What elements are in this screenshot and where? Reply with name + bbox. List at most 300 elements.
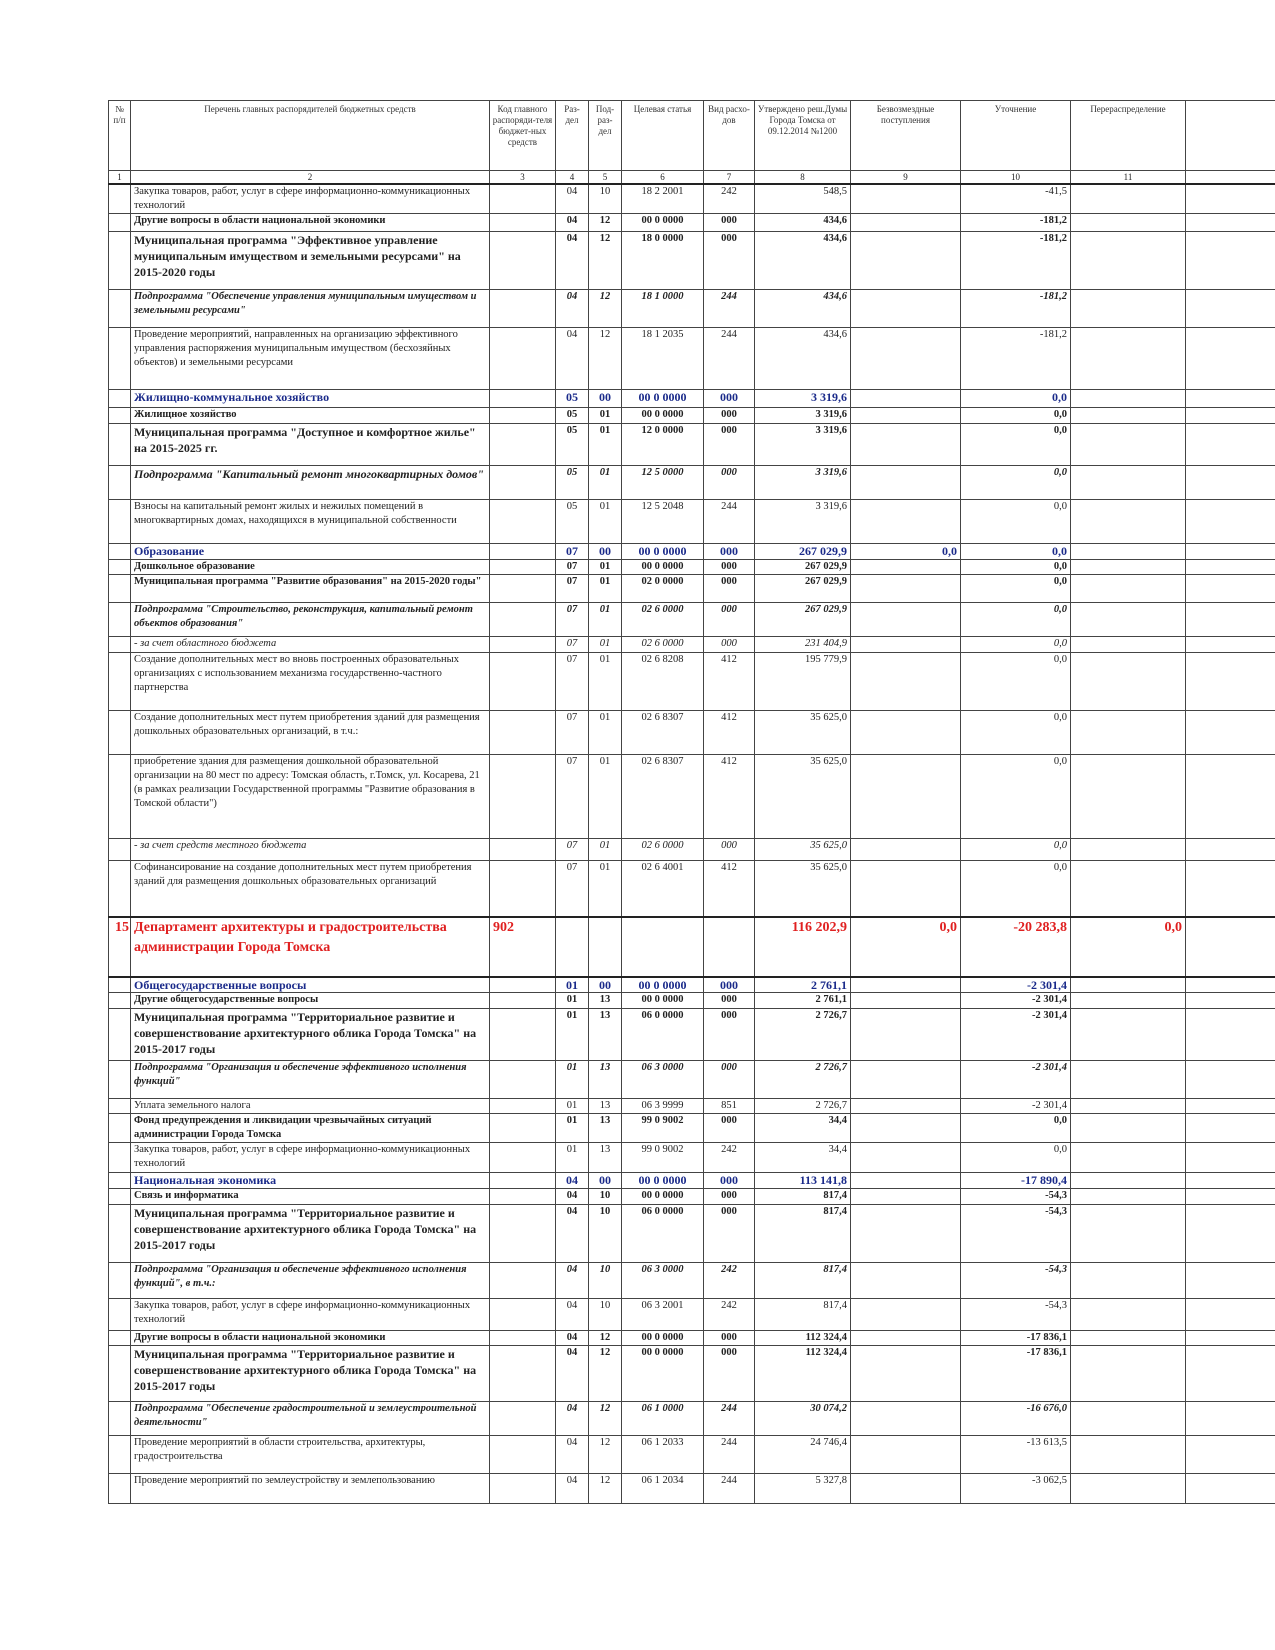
row-approved: 817,4	[755, 1263, 851, 1299]
row-section: 07	[556, 839, 589, 861]
row-expense-type: 000	[704, 1114, 755, 1143]
row-extra	[1186, 560, 1275, 575]
col-header-code: Код главного распоряди-теля бюджет-ных средств	[490, 101, 556, 171]
row-clarification: 0,0	[961, 544, 1071, 560]
row-redistribution	[1071, 1143, 1186, 1173]
row-number	[109, 1402, 131, 1436]
row-subsection: 10	[589, 1189, 622, 1205]
row-extra	[1186, 1205, 1275, 1263]
row-expense-type: 244	[704, 1436, 755, 1474]
row-target: 00 0 0000	[622, 560, 704, 575]
row-extra	[1186, 1474, 1275, 1504]
row-redistribution	[1071, 390, 1186, 408]
row-clarification: -181,2	[961, 214, 1071, 232]
row-approved: 2 726,7	[755, 1099, 851, 1114]
row-name: Закупка товаров, работ, услуг в сфере информационно-коммуникационных технологий	[131, 1299, 490, 1331]
row-section: 05	[556, 424, 589, 466]
row-target: 00 0 0000	[622, 390, 704, 408]
col-header-clarification: Уточнение	[961, 101, 1071, 171]
row-name: Общегосударственные вопросы	[131, 977, 490, 993]
row-expense-type: 244	[704, 1402, 755, 1436]
row-number	[109, 653, 131, 711]
row-number	[109, 1474, 131, 1504]
department-code: 902	[490, 917, 556, 977]
row-code	[490, 575, 556, 603]
row-approved: 5 327,8	[755, 1474, 851, 1504]
row-expense-type: 000	[704, 637, 755, 653]
row-section: 05	[556, 390, 589, 408]
row-grants	[851, 575, 961, 603]
row-extra	[1186, 977, 1275, 993]
row-redistribution	[1071, 1189, 1186, 1205]
row-subsection: 01	[589, 711, 622, 755]
row-subsection: 12	[589, 1346, 622, 1402]
row-approved: 231 404,9	[755, 637, 851, 653]
row-approved: 2 726,7	[755, 1009, 851, 1061]
row-section: 07	[556, 637, 589, 653]
table-row	[109, 466, 1275, 500]
row-code	[490, 653, 556, 711]
row-expense-type: 244	[704, 500, 755, 544]
col-number: 9	[851, 171, 961, 185]
col-number: 11	[1071, 171, 1186, 185]
row-subsection: 12	[589, 1474, 622, 1504]
table-row	[109, 1402, 1275, 1436]
row-code	[490, 1099, 556, 1114]
row-grants	[851, 560, 961, 575]
row-clarification: -181,2	[961, 232, 1071, 290]
department-redistribution: 0,0	[1071, 917, 1186, 977]
row-approved: 267 029,9	[755, 560, 851, 575]
row-clarification: -2 301,4	[961, 1009, 1071, 1061]
row-name: - за счет областного бюджета	[131, 637, 490, 653]
row-section: 04	[556, 1474, 589, 1504]
row-subsection: 01	[589, 560, 622, 575]
table-body-architecture	[109, 977, 1275, 1504]
table-row	[109, 214, 1275, 232]
department-name: Департамент архитектуры и градостроительства администрации Города Томска	[131, 917, 490, 977]
row-code	[490, 424, 556, 466]
row-code	[490, 1436, 556, 1474]
row-expense-type: 244	[704, 290, 755, 328]
row-redistribution	[1071, 184, 1186, 214]
row-approved: 817,4	[755, 1299, 851, 1331]
row-approved: 113 141,8	[755, 1173, 851, 1189]
row-name: Национальная экономика	[131, 1173, 490, 1189]
department-grants: 0,0	[851, 917, 961, 977]
row-clarification: -17 836,1	[961, 1331, 1071, 1346]
row-extra	[1186, 603, 1275, 637]
row-approved: 3 319,6	[755, 408, 851, 424]
row-code	[490, 184, 556, 214]
table-row	[109, 1346, 1275, 1402]
row-subsection: 12	[589, 290, 622, 328]
row-approved: 817,4	[755, 1189, 851, 1205]
table-row	[109, 861, 1275, 917]
row-redistribution	[1071, 1402, 1186, 1436]
row-subsection: 10	[589, 1263, 622, 1299]
row-section: 04	[556, 1346, 589, 1402]
row-redistribution	[1071, 1061, 1186, 1099]
row-target: 00 0 0000	[622, 977, 704, 993]
row-subsection: 01	[589, 466, 622, 500]
table-row	[109, 1173, 1275, 1189]
table-row	[109, 977, 1275, 993]
row-name: Подпрограмма "Организация и обеспечение эффективного исполнения функций", в т.ч.:	[131, 1263, 490, 1299]
table-row	[109, 755, 1275, 839]
row-grants	[851, 1205, 961, 1263]
table-row	[109, 839, 1275, 861]
row-clarification: -3 062,5	[961, 1474, 1071, 1504]
row-redistribution	[1071, 466, 1186, 500]
table-row	[109, 1099, 1275, 1114]
row-approved: 434,6	[755, 214, 851, 232]
row-name: Другие вопросы в области национальной экономики	[131, 214, 490, 232]
row-subsection: 12	[589, 328, 622, 390]
table-row	[109, 1331, 1275, 1346]
row-expense-type: 000	[704, 1346, 755, 1402]
row-extra	[1186, 1061, 1275, 1099]
row-grants	[851, 1009, 961, 1061]
row-clarification: -16 676,0	[961, 1402, 1071, 1436]
row-expense-type: 000	[704, 575, 755, 603]
row-section: 04	[556, 1263, 589, 1299]
row-number	[109, 1061, 131, 1099]
row-expense-type: 000	[704, 1205, 755, 1263]
row-name: Проведение мероприятий по землеустройству и землепользованию	[131, 1474, 490, 1504]
row-name: Проведение мероприятий, направленных на организацию эффективного управления распоряжения муниципальным имуществом (бесхозяйных объектов) и земельными ресурсами	[131, 328, 490, 390]
row-grants	[851, 232, 961, 290]
row-redistribution	[1071, 500, 1186, 544]
row-clarification: 0,0	[961, 408, 1071, 424]
row-clarification: -2 301,4	[961, 1061, 1071, 1099]
row-name: Взносы на капитальный ремонт жилых и нежилых помещений в многоквартирных домах, находящихся в муниципальной собственности	[131, 500, 490, 544]
row-number	[109, 500, 131, 544]
row-approved: 3 319,6	[755, 390, 851, 408]
row-grants	[851, 184, 961, 214]
row-target: 18 1 2035	[622, 328, 704, 390]
row-subsection: 12	[589, 1402, 622, 1436]
row-subsection: 01	[589, 861, 622, 917]
row-grants	[851, 1436, 961, 1474]
row-section: 07	[556, 544, 589, 560]
row-code	[490, 637, 556, 653]
row-section: 01	[556, 1114, 589, 1143]
row-number	[109, 560, 131, 575]
row-subsection: 01	[589, 408, 622, 424]
row-code	[490, 500, 556, 544]
row-clarification: -54,3	[961, 1189, 1071, 1205]
row-redistribution	[1071, 1474, 1186, 1504]
row-target: 12 0 0000	[622, 424, 704, 466]
row-name: Связь и информатика	[131, 1189, 490, 1205]
row-number	[109, 1114, 131, 1143]
row-redistribution	[1071, 711, 1186, 755]
row-number	[109, 1205, 131, 1263]
table-row	[109, 390, 1275, 408]
row-clarification: -2 301,4	[961, 993, 1071, 1009]
budget-table-page	[108, 100, 1275, 1504]
row-subsection: 12	[589, 232, 622, 290]
row-section: 04	[556, 214, 589, 232]
department-block	[109, 917, 1275, 977]
row-extra	[1186, 424, 1275, 466]
row-redistribution	[1071, 290, 1186, 328]
row-subsection: 10	[589, 184, 622, 214]
row-code	[490, 1205, 556, 1263]
row-approved: 267 029,9	[755, 603, 851, 637]
table-row	[109, 1114, 1275, 1143]
row-code	[490, 214, 556, 232]
row-approved: 195 779,9	[755, 653, 851, 711]
row-extra	[1186, 1263, 1275, 1299]
row-extra	[1186, 1173, 1275, 1189]
row-grants	[851, 1189, 961, 1205]
row-clarification: -54,3	[961, 1263, 1071, 1299]
row-number	[109, 408, 131, 424]
row-code	[490, 408, 556, 424]
row-section: 04	[556, 232, 589, 290]
row-code	[490, 1402, 556, 1436]
row-section: 04	[556, 1173, 589, 1189]
row-clarification: 0,0	[961, 560, 1071, 575]
row-approved: 267 029,9	[755, 575, 851, 603]
department-clarification: -20 283,8	[961, 917, 1071, 977]
row-target: 00 0 0000	[622, 408, 704, 424]
col-number: 3	[490, 171, 556, 185]
row-section: 01	[556, 1143, 589, 1173]
row-target: 06 1 2033	[622, 1436, 704, 1474]
table-row	[109, 575, 1275, 603]
row-number	[109, 232, 131, 290]
table-body-housing-education	[109, 184, 1275, 917]
row-approved: 112 324,4	[755, 1346, 851, 1402]
row-clarification: 0,0	[961, 711, 1071, 755]
row-section: 07	[556, 653, 589, 711]
table-row	[109, 408, 1275, 424]
row-section: 01	[556, 993, 589, 1009]
row-name: Закупка товаров, работ, услуг в сфере информационно-коммуникационных технологий	[131, 184, 490, 214]
row-redistribution	[1071, 544, 1186, 560]
table-row	[109, 1263, 1275, 1299]
row-clarification: -2 301,4	[961, 1099, 1071, 1114]
table-row	[109, 637, 1275, 653]
row-target: 06 3 0000	[622, 1061, 704, 1099]
row-code	[490, 603, 556, 637]
row-expense-type: 000	[704, 560, 755, 575]
row-target: 02 6 8208	[622, 653, 704, 711]
row-name: Софинансирование на создание дополнительных мест путем приобретения зданий для размещения дошкольных образовательных организаций	[131, 861, 490, 917]
col-number	[1186, 171, 1275, 185]
table-row	[109, 653, 1275, 711]
row-approved: 434,6	[755, 290, 851, 328]
row-approved: 434,6	[755, 232, 851, 290]
row-target: 06 3 2001	[622, 1299, 704, 1331]
row-target: 12 5 0000	[622, 466, 704, 500]
row-grants	[851, 1143, 961, 1173]
row-extra	[1186, 1114, 1275, 1143]
row-clarification: 0,0	[961, 500, 1071, 544]
row-number	[109, 1099, 131, 1114]
row-subsection: 01	[589, 424, 622, 466]
row-expense-type: 000	[704, 977, 755, 993]
row-number	[109, 755, 131, 839]
row-approved: 34,4	[755, 1143, 851, 1173]
row-target: 02 6 0000	[622, 839, 704, 861]
row-grants	[851, 466, 961, 500]
row-clarification: 0,0	[961, 603, 1071, 637]
row-name: Подпрограмма "Обеспечение управления муниципальным имуществом и земельными ресурсами"	[131, 290, 490, 328]
row-expense-type: 000	[704, 1173, 755, 1189]
row-grants	[851, 1346, 961, 1402]
budget-table	[108, 100, 1275, 1504]
row-expense-type: 000	[704, 603, 755, 637]
row-grants: 0,0	[851, 544, 961, 560]
row-code	[490, 290, 556, 328]
row-expense-type: 000	[704, 424, 755, 466]
col-header-name: Перечень главных распорядителей бюджетных средств	[131, 101, 490, 171]
row-expense-type: 242	[704, 1263, 755, 1299]
table-row	[109, 232, 1275, 290]
table-row	[109, 1061, 1275, 1099]
row-expense-type: 000	[704, 408, 755, 424]
row-code	[490, 544, 556, 560]
row-extra	[1186, 575, 1275, 603]
row-section: 07	[556, 560, 589, 575]
col-header-approved: Утверждено реш.Думы Города Томска от 09.12.2014 №1200	[755, 101, 851, 171]
row-code	[490, 861, 556, 917]
row-extra	[1186, 214, 1275, 232]
row-subsection: 13	[589, 993, 622, 1009]
row-grants	[851, 424, 961, 466]
row-number	[109, 544, 131, 560]
row-subsection: 01	[589, 755, 622, 839]
row-number	[109, 466, 131, 500]
row-grants	[851, 637, 961, 653]
row-name: Жилищно-коммунальное хозяйство	[131, 390, 490, 408]
row-extra	[1186, 1402, 1275, 1436]
row-extra	[1186, 184, 1275, 214]
row-extra	[1186, 1189, 1275, 1205]
col-number: 10	[961, 171, 1071, 185]
row-extra	[1186, 993, 1275, 1009]
row-redistribution	[1071, 1205, 1186, 1263]
table-row	[109, 184, 1275, 214]
table-row	[109, 290, 1275, 328]
row-clarification: -54,3	[961, 1205, 1071, 1263]
row-expense-type: 000	[704, 1009, 755, 1061]
row-clarification: -17 890,4	[961, 1173, 1071, 1189]
row-expense-type: 000	[704, 214, 755, 232]
row-extra	[1186, 1143, 1275, 1173]
row-target: 00 0 0000	[622, 544, 704, 560]
row-approved: 30 074,2	[755, 1402, 851, 1436]
row-target: 99 0 9002	[622, 1143, 704, 1173]
row-number	[109, 1263, 131, 1299]
row-redistribution	[1071, 1114, 1186, 1143]
row-extra	[1186, 637, 1275, 653]
department-approved: 116 202,9	[755, 917, 851, 977]
row-section: 04	[556, 1205, 589, 1263]
row-name: Закупка товаров, работ, услуг в сфере информационно-коммуникационных технологий	[131, 1143, 490, 1173]
row-grants	[851, 993, 961, 1009]
row-redistribution	[1071, 977, 1186, 993]
row-subsection: 12	[589, 1331, 622, 1346]
row-code	[490, 1263, 556, 1299]
row-code	[490, 1474, 556, 1504]
row-grants	[851, 977, 961, 993]
row-grants	[851, 653, 961, 711]
row-clarification: 0,0	[961, 466, 1071, 500]
row-extra	[1186, 861, 1275, 917]
col-header-redistribution: Перераспределение	[1071, 101, 1186, 171]
row-section: 04	[556, 1436, 589, 1474]
row-number	[109, 637, 131, 653]
row-grants	[851, 755, 961, 839]
row-number	[109, 711, 131, 755]
row-approved: 2 761,1	[755, 977, 851, 993]
table-row	[109, 711, 1275, 755]
row-subsection: 12	[589, 214, 622, 232]
row-extra	[1186, 653, 1275, 711]
col-number: 8	[755, 171, 851, 185]
row-section: 01	[556, 1061, 589, 1099]
row-section: 07	[556, 755, 589, 839]
row-approved: 34,4	[755, 1114, 851, 1143]
row-name: - за счет средств местного бюджета	[131, 839, 490, 861]
row-clarification: -13 613,5	[961, 1436, 1071, 1474]
row-target: 00 0 0000	[622, 1331, 704, 1346]
col-number: 5	[589, 171, 622, 185]
row-number	[109, 390, 131, 408]
row-target: 06 3 0000	[622, 1263, 704, 1299]
row-target: 00 0 0000	[622, 214, 704, 232]
row-redistribution	[1071, 1173, 1186, 1189]
row-name: Другие вопросы в области национальной экономики	[131, 1331, 490, 1346]
row-extra	[1186, 500, 1275, 544]
row-clarification: 0,0	[961, 839, 1071, 861]
row-code	[490, 1114, 556, 1143]
row-grants	[851, 1173, 961, 1189]
row-redistribution	[1071, 1436, 1186, 1474]
row-grants	[851, 1263, 961, 1299]
row-name: Дошкольное образование	[131, 560, 490, 575]
row-target: 18 0 0000	[622, 232, 704, 290]
row-redistribution	[1071, 1099, 1186, 1114]
row-extra	[1186, 1009, 1275, 1061]
row-approved: 3 319,6	[755, 466, 851, 500]
row-expense-type: 412	[704, 653, 755, 711]
row-approved: 2 761,1	[755, 993, 851, 1009]
row-number	[109, 977, 131, 993]
row-code	[490, 1189, 556, 1205]
row-name: Муниципальная программа "Развитие образования" на 2015-2020 годы"	[131, 575, 490, 603]
row-approved: 24 746,4	[755, 1436, 851, 1474]
row-name: Муниципальная программа "Доступное и комфортное жилье" на 2015-2025 гг.	[131, 424, 490, 466]
col-number: 2	[131, 171, 490, 185]
row-extra	[1186, 1099, 1275, 1114]
row-subsection: 01	[589, 603, 622, 637]
row-section: 04	[556, 1331, 589, 1346]
row-extra	[1186, 711, 1275, 755]
row-redistribution	[1071, 637, 1186, 653]
row-redistribution	[1071, 1263, 1186, 1299]
row-number	[109, 1189, 131, 1205]
row-redistribution	[1071, 993, 1186, 1009]
col-header-grants: Безвозмездные поступления	[851, 101, 961, 171]
table-row	[109, 424, 1275, 466]
row-clarification: 0,0	[961, 1143, 1071, 1173]
